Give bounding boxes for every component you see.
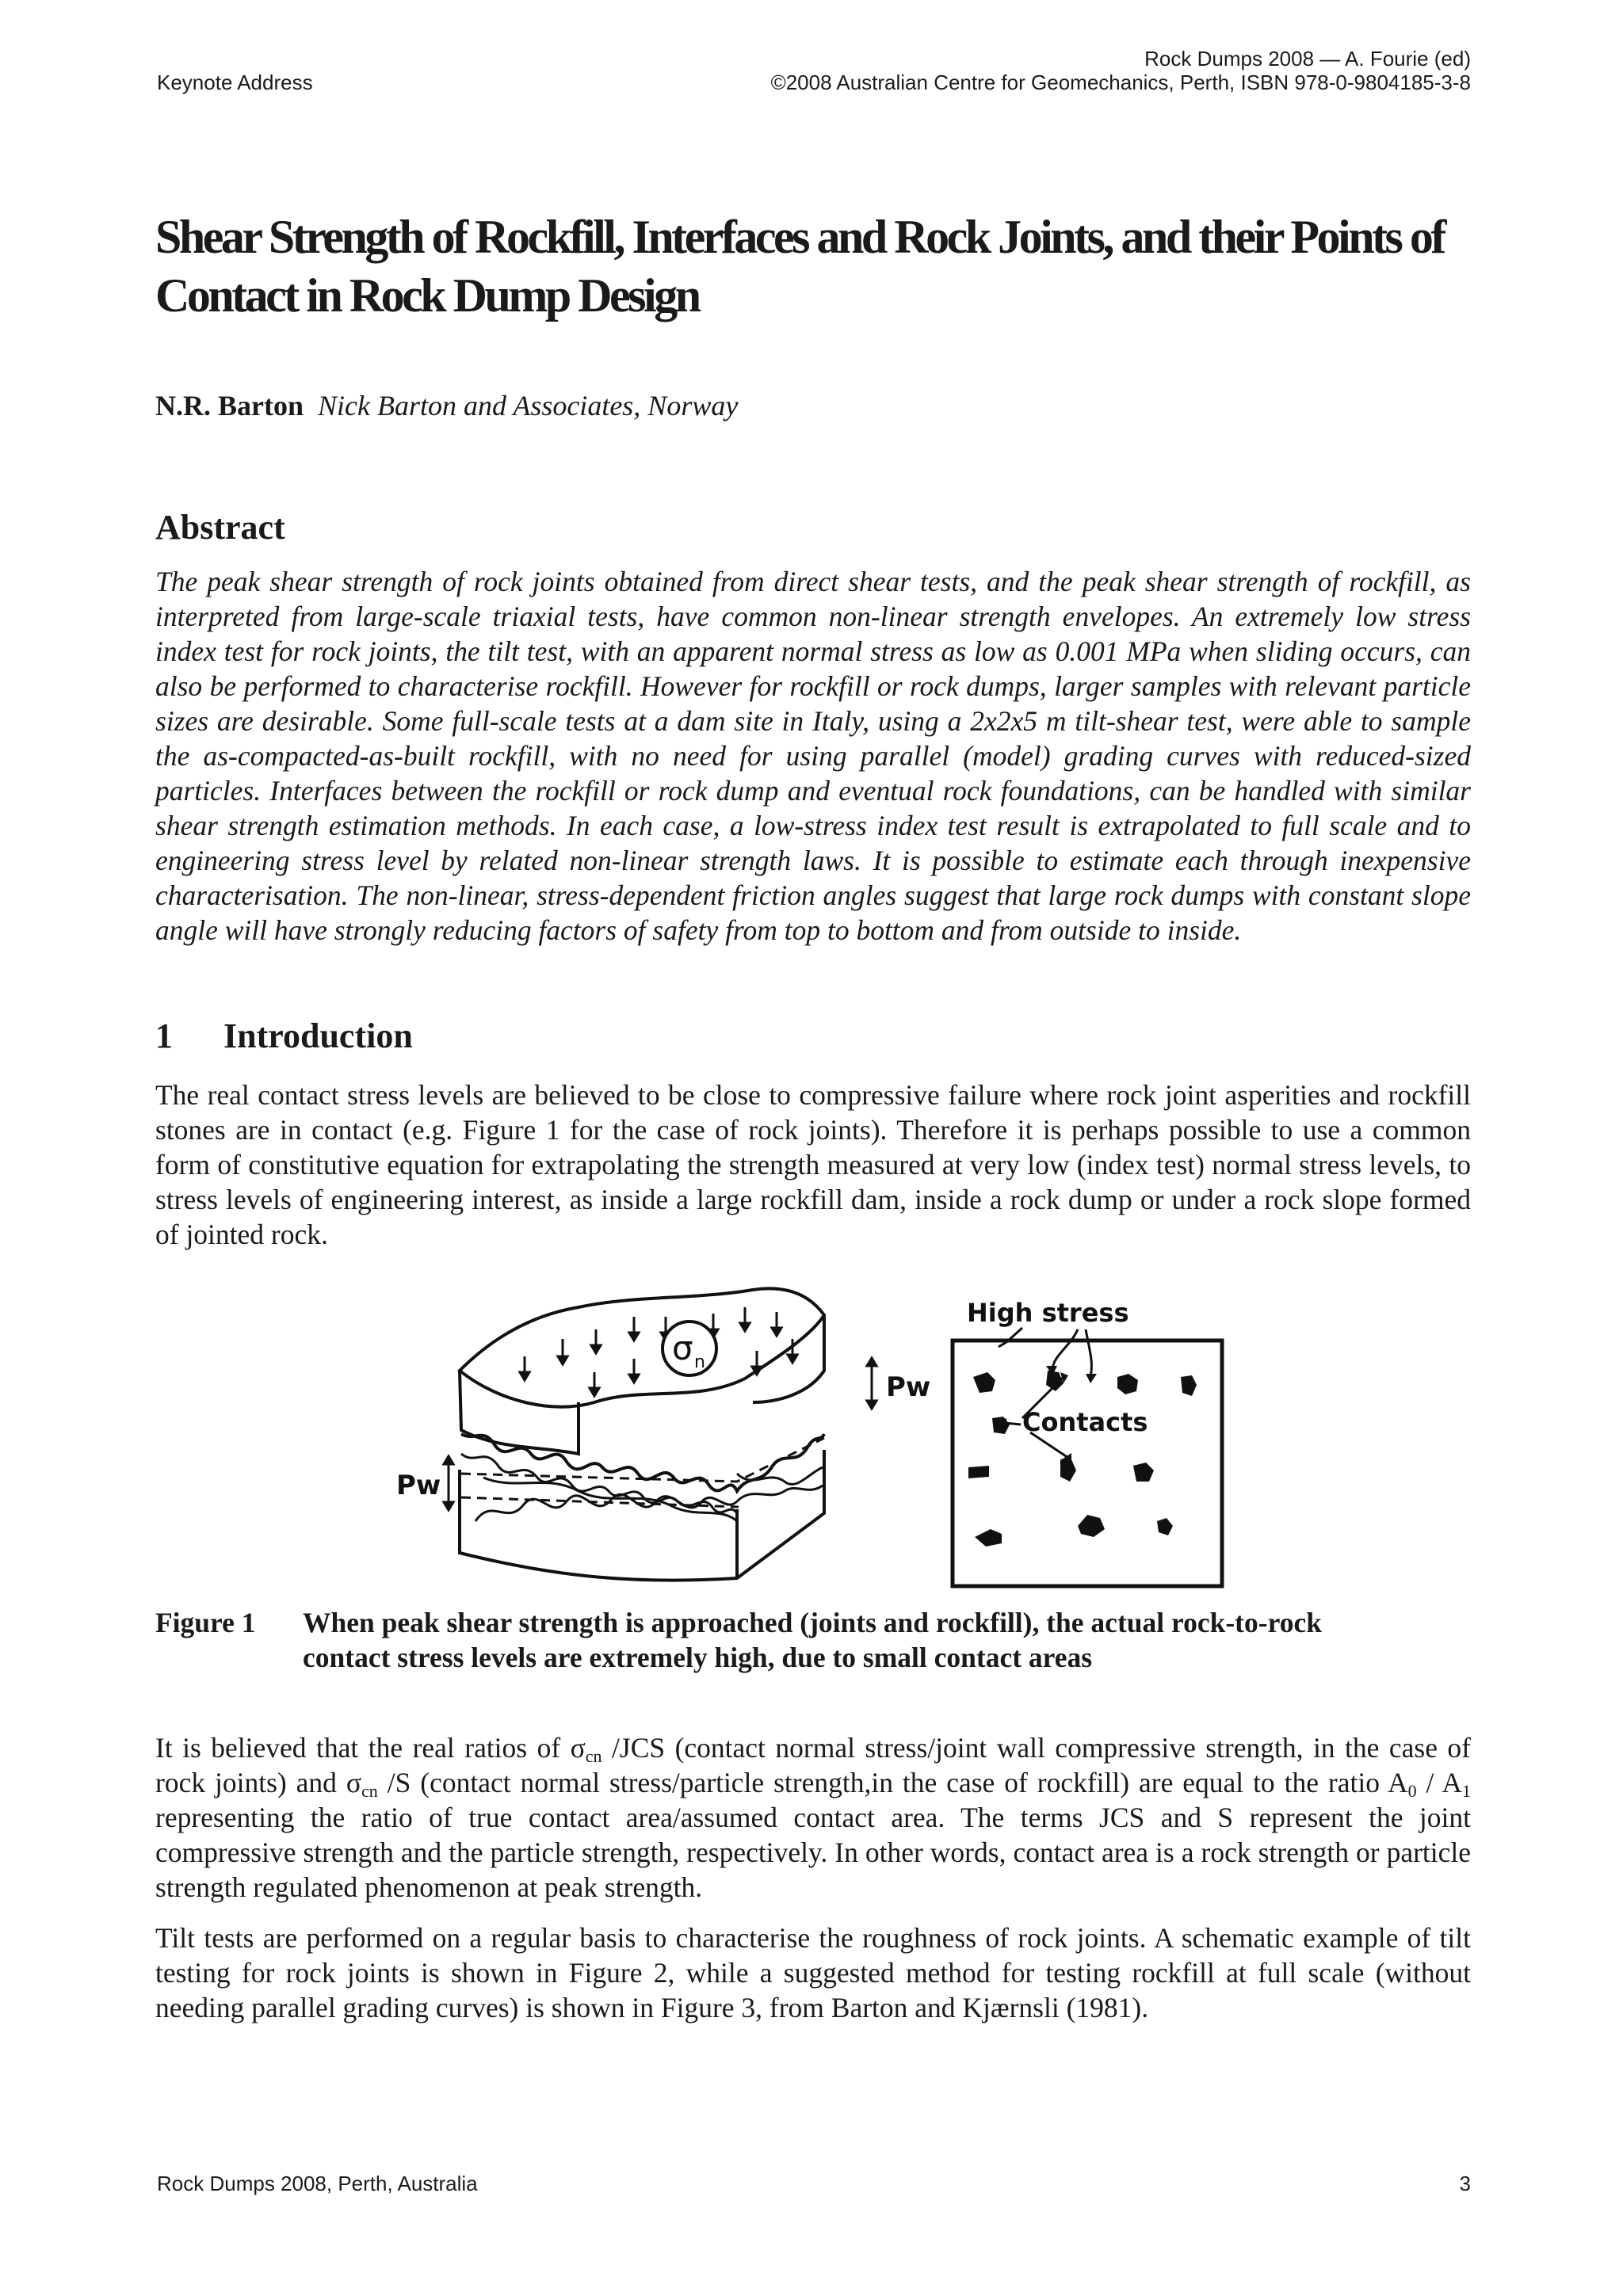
author-name: N.R. Barton [155,390,304,421]
abstract-heading: Abstract [155,508,285,547]
author-line [155,388,738,423]
running-header-left: Keynote Address [157,71,313,94]
sigma-symbol: σ [672,1329,693,1367]
tilt-test-paragraph: Tilt tests are performed on a regular basis to characterise the roughness of rock joints. A schematic example of tilt testing for rock joints is shown in Figure 2, while a suggested method for testing rockfill at full scale (without needing parallel grading curves) is shown in Figure 3, from Barton and Kjærnsli (1981). [155,1922,1471,2023]
section-number: 1 [155,1016,173,1055]
subscript-0: 0 [1407,1781,1417,1801]
figure-1-illustration [396,1283,1244,1592]
high-stress-label: High stress [967,1298,1129,1328]
pw-label-right: Pw [886,1371,931,1403]
abstract-text: The peak shear strength of rock joints obtained from direct shear tests, and the peak shear strength of rockfill, as interpreted from large-scale triaxial tests, have common non-linear strength envelopes. An extremely low stress index test for rock joints, the tilt test, with an apparent normal stress as low as 0.001 MPa when sliding occurs, can also be performed to characterise rockfill. However for rockfill or rock dumps, larger samples with relevant particle sizes are desirable. Some full-scale tests at a dam site in Italy, using a 2x2x5 m tilt-shear test, were able to sample the as-compacted-as-built rockfill, with no need for using parallel (model) grading curves with reduced-sized particles. Interfaces between the rockfill or rock dump and eventual rock foundations, can be handled with similar shear strength estimation methods. In each case, a low-stress index test result is extrapolated to full scale and to engineering stress level by related non-linear strength laws. It is possible to estimate each through inexpensive characterisation. The non-linear, stress-dependent friction angles suggest that large rock dumps with constant slope angle will have strongly reducing factors of safety from top to bottom and from outside to inside. [155,566,1471,946]
pw-arrow-right [867,1358,876,1409]
contact-ratio-paragraph [155,1730,1471,1905]
text-run: representing the ratio of true contact area/assumed contact area. The terms JCS and S represent the joint compressive strength and the particle strength, respectively. In other words, contact area is a rock strength or particle strength regulated phenomenon at peak strength. [155,1802,1471,1903]
author-affiliation: Nick Barton and Associates, Norway [318,390,739,421]
footer-left: Rock Dumps 2008, Perth, Australia [157,2172,478,2195]
upper-block-top-surface [460,1288,824,1406]
page-number: 3 [1459,2172,1471,2195]
running-header-right-line1: Rock Dumps 2008 — A. Fourie (ed) [1144,47,1471,71]
figure-1-caption-text: When peak shear strength is approached (joints and rockfill), the actual rock-to-rock contact stress levels are extremely high, due to small contact areas [303,1607,1322,1673]
pw-arrow-left [444,1456,453,1510]
text-run: /JCS (contact normal stress/joint wall compressive strength, in the case of rock joints) and [155,1732,1472,1798]
intro-paragraph: The real contact stress levels are believed to be close to compressive failure where rock joint asperities and rockfill stones are in contact (e.g. Figure 1 for the case of rock joints). Therefore it is perhaps possible to use a common form of constitutive equation for extrapolating the strength measured at very low (index test) normal stress levels, to stress levels of engineering interest, as inside a large rockfill dam, inside a rock dump or under a rock slope formed of jointed rock. [155,1079,1471,1250]
text-run: /S (contact normal stress/particle strength,in the case of rockfill) are equal to the ratio A [377,1767,1408,1798]
section-1-heading [155,1016,413,1057]
subscript-cn-2: cn [361,1781,378,1801]
section-title: Introduction [223,1016,413,1055]
figure-1-caption-label: Figure 1 [155,1607,256,1638]
text-run: / A [1416,1767,1463,1798]
sigma-symbol-2: σ [346,1767,362,1798]
subscript-1: 1 [1462,1781,1472,1801]
sigma-subscript: n [694,1352,705,1372]
sigma-symbol-1: σ [570,1732,586,1764]
contacts-label: Contacts [1022,1407,1148,1437]
text-run: It is believed that the real ratios of [155,1732,571,1764]
subscript-cn-1: cn [585,1746,602,1766]
paper-title: Shear Strength of Rockfill, Interfaces and Rock Joints, and their Points of Contact in Rock Dump Design [155,211,1444,322]
running-header-right-line2: ©2008 Australian Centre for Geomechanics, Perth, ISBN 978-0-9804185-3-8 [770,71,1471,94]
pw-label-left: Pw [396,1470,441,1501]
